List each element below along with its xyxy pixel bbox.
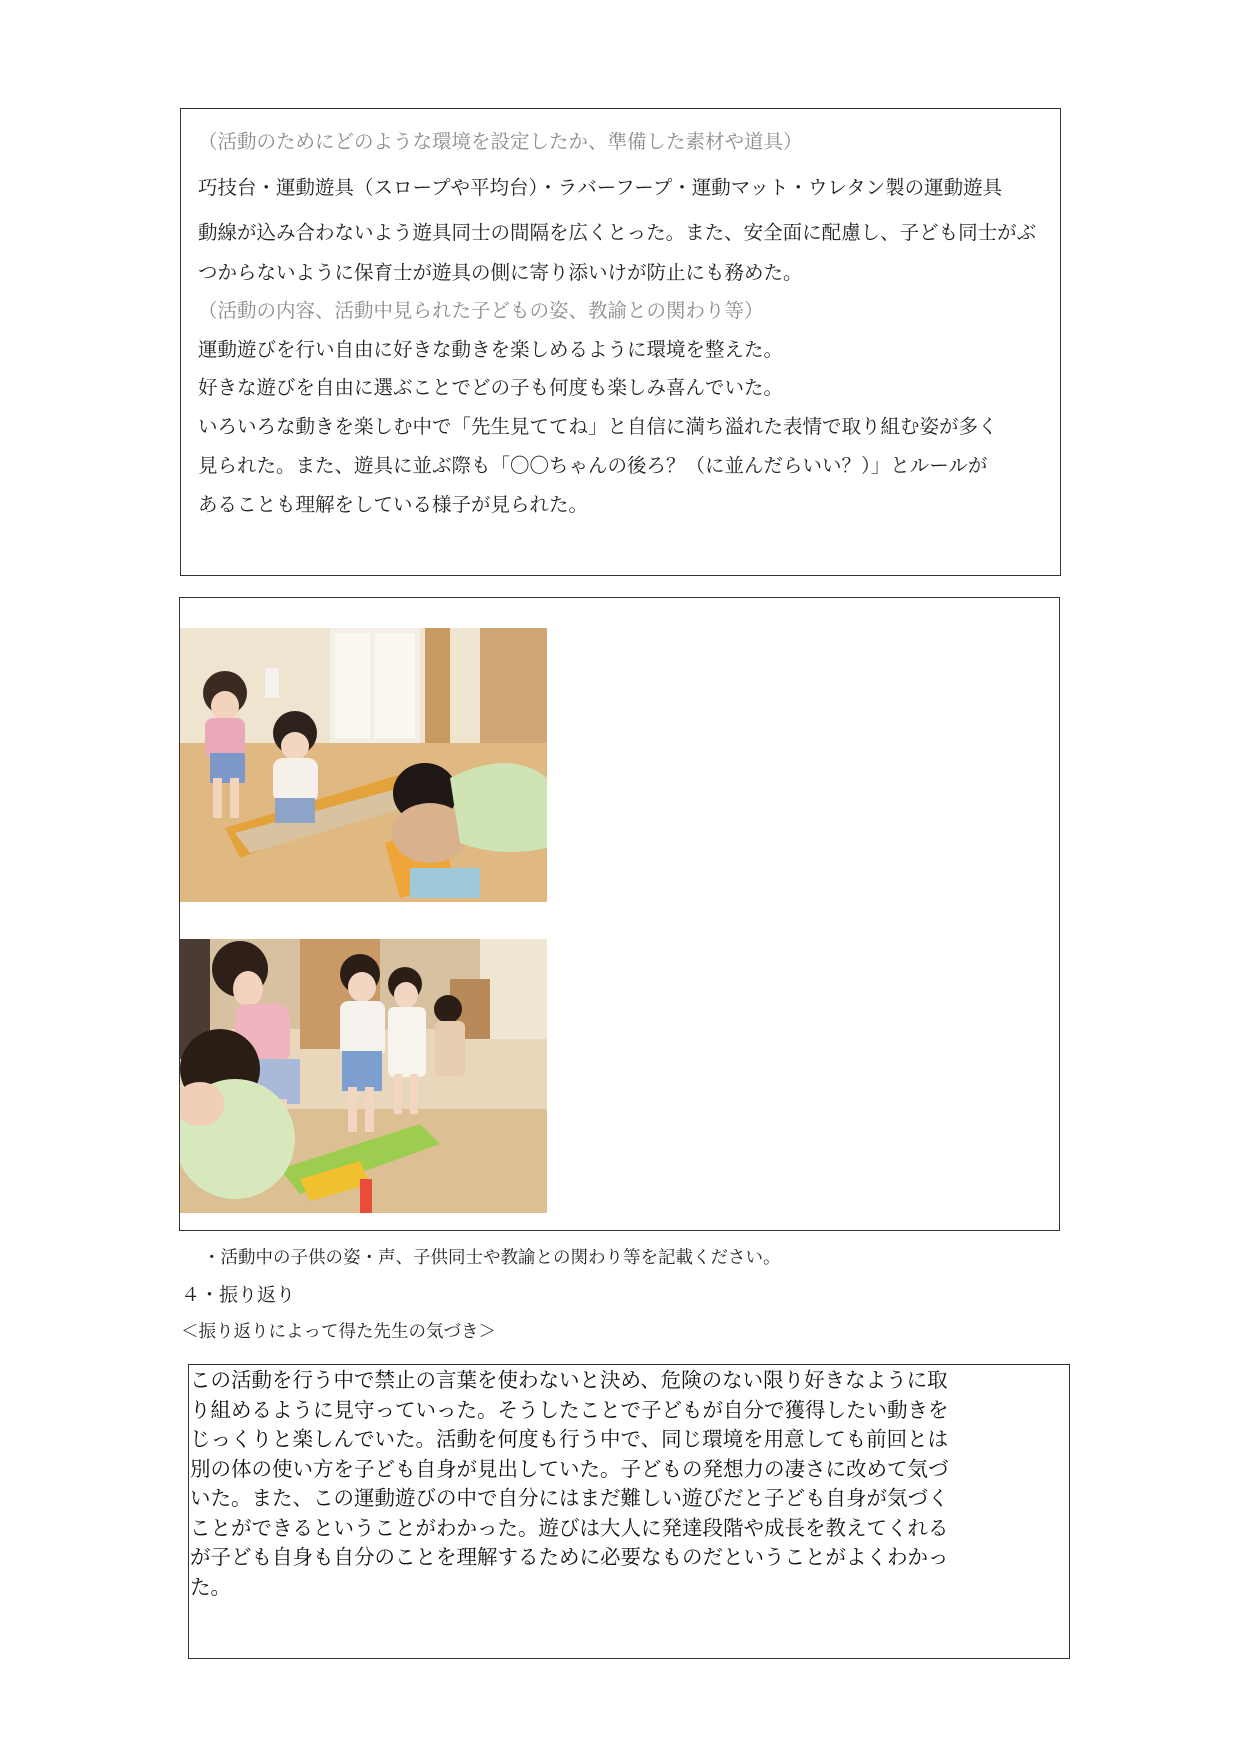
reflection-line: この活動を行う中で禁止の言葉を使わないと決め、危険のない限り好きなように取 bbox=[190, 1368, 948, 1392]
reflection-text bbox=[190, 1366, 1068, 1602]
activity-prompt: （活動の内容、活動中見られた子どもの姿、教諭との関わり等） bbox=[198, 299, 764, 322]
reflection-line: 別の体の使い方を子ども自身が見出していた。子どもの発想力の凄さに改めて気づ bbox=[190, 1456, 949, 1481]
activity-text-1: 運動遊びを行い自由に好きな動きを楽しめるように環境を整えた。 bbox=[198, 338, 784, 361]
reflection-line: り組めるように見守っていった。そうしたことで子どもが自分で獲得したい動きを bbox=[190, 1397, 949, 1422]
reflection-line: た。 bbox=[190, 1574, 231, 1599]
reflection-heading: ４・振り返り bbox=[181, 1284, 296, 1306]
reflection-line: いた。また、この運動遊びの中で自分にはまだ難しい遊びだと子ども自身が気づく bbox=[190, 1486, 949, 1510]
layout-text-2: つからないように保育士が遊具の側に寄り添いけが防止にも務めた。 bbox=[198, 261, 803, 284]
activity-text-2: 好きな遊びを自由に選ぶことでどの子も何度も楽しみ喜んでいた。 bbox=[198, 376, 784, 399]
photo-children-balance-beam bbox=[180, 939, 547, 1213]
activity-text-3: いろいろな動きを楽しむ中で「先生見ててね」と自信に満ち溢れた表情で取り組む姿が多く bbox=[198, 415, 998, 438]
environment-prompt: （活動のためにどのような環境を設定したか、準備した素材や道具） bbox=[198, 130, 803, 153]
activity-text-4: 見られた。また、遊具に並ぶ際も「〇〇ちゃんの後ろ？（に並んだらいい？）」とルールが bbox=[198, 454, 988, 477]
photo-children-slope bbox=[180, 628, 547, 902]
reflection-line: が子ども自身も自分のことを理解するために必要なものだということがよくわかっ bbox=[190, 1545, 949, 1569]
reflection-line: じっくりと楽しんでいた。活動を何度も行う中で、同じ環境を用意しても前回とは bbox=[190, 1427, 949, 1451]
activity-text-5: あることも理解をしている様子が見られた。 bbox=[198, 493, 589, 516]
materials-text: 巧技台・運動遊具（スロープや平均台）・ラバーフープ・運動マット・ウレタン製の運動遊具 bbox=[198, 176, 1003, 199]
reflection-line: ことができるということがわかった。遊びは大人に発達段階や成長を教えてくれる bbox=[190, 1515, 949, 1540]
photo-caption-note: ・活動中の子供の姿・声、子供同士や教諭との関わり等を記載ください。 bbox=[203, 1248, 781, 1268]
reflection-subheading: ＜振り返りによって得た先生の気づき＞ bbox=[181, 1322, 496, 1342]
layout-text-1: 動線が込み合わないよう遊具同士の間隔を広くとった。また、安全面に配慮し、子ども同士がぶ bbox=[198, 221, 1037, 244]
